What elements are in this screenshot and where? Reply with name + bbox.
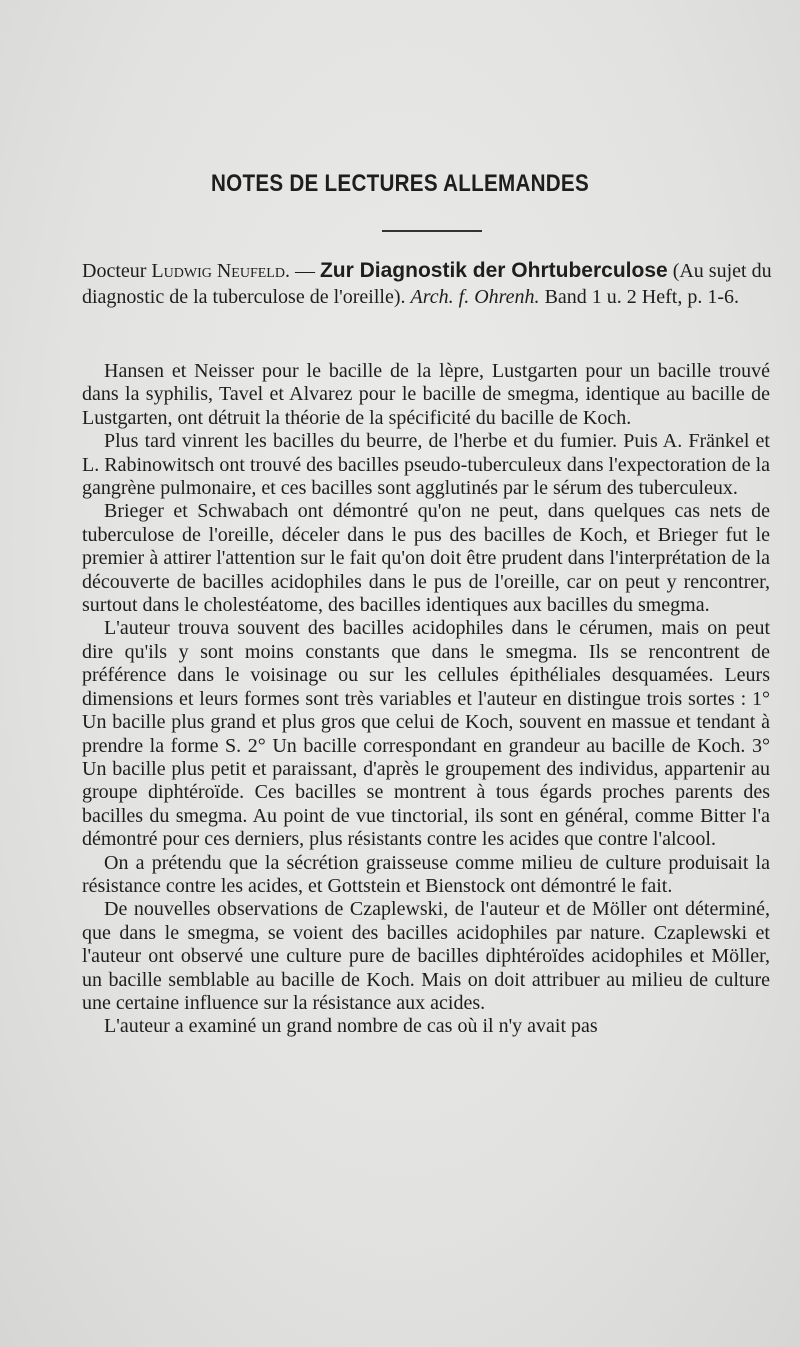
citation-author: Ludwig Neufeld. xyxy=(151,260,290,282)
heading-rule xyxy=(382,230,482,232)
article-citation xyxy=(82,258,772,310)
citation-journal: Arch. f. Ohrenh. xyxy=(410,286,540,308)
body-paragraph: L'auteur a examiné un grand nombre de cas où il n'y avait pas xyxy=(104,1015,598,1038)
page-heading: NOTES DE LECTURES ALLEMANDES xyxy=(210,170,589,197)
body-paragraph: Brieger et Schwabach ont démontré qu'on ne peut, dans quelques cas nets de tuberculose de l'oreille, déceler dans le pus des bacilles de Koch, et Brieger fut le premier à attirer l'attention sur le fait qu'on doit être prudent dans l'interprétation de la découverte de bacilles acidophiles dans le pus de l'oreille, car on peut y rencontrer, surtout dans le cholestéatome, des bacilles identiques aux bacilles du smegma. xyxy=(82,500,770,617)
article-body xyxy=(82,360,770,1039)
body-paragraph: De nouvelles observations de Czaplewski, de l'auteur et de Möller ont déterminé, que dans le smegma, se voient des bacilles acidophiles par nature. Czaplewski et l'auteur ont observé une culture pure de bacilles diphtéroïdes acidophiles et Möller, un bacille semblable au bacille de Koch. Mais on doit attribuer au milieu de culture une certaine influence sur la résistance aux acides. xyxy=(82,898,770,1014)
body-paragraph: L'auteur trouva souvent des bacilles acidophiles dans le cérumen, mais on peut dire qu'ils y sont moins constants que dans le smegma. Ils se rencontrent de préférence dans le voisinage ou sur les cellules épithéliales desquamées. Leurs dimensions et leurs formes sont très variables et l'auteur en distingue trois sortes : 1° Un bacille plus grand et plus gros que celui de Koch, souvent en massue et tendant à prendre la forme S. 2° Un bacille correspondant en grandeur au bacille de Koch. 3° Un bacille plus petit et paraissant, d'après le groupement des individus, appartenir au groupe diphtéroïde. Ces bacilles se montrent à tous égards proches parents des bacilles du smegma. Au point de vue tinctorial, ils sont en général, comme Bitter l'a démontré pour ces derniers, plus résistants contre les acides que contre l'alcool. xyxy=(82,617,770,851)
citation-prefix: Docteur xyxy=(82,260,147,282)
body-paragraph: On a prétendu que la sécrétion graisseuse comme milieu de culture produisait la résistance contre les acides, et Gottstein et Bienstock ont démontré le fait. xyxy=(82,851,770,897)
citation-details: Band 1 u. 2 Heft, p. 1-6. xyxy=(539,286,739,308)
body-paragraph: Plus tard vinrent les bacilles du beurre, de l'herbe et du fumier. Puis A. Fränkel et L. Rabinowitsch ont trouvé des bacilles pseudo-tuberculeux dans l'expectoration de la gangrène pulmonaire, et ces bacilles sont agglutinés par le sérum des tuberculeux. xyxy=(82,430,770,500)
body-paragraph: Hansen et Neisser pour le bacille de la lèpre, Lustgarten pour un bacille trouvé dans la syphilis, Tavel et Alvarez pour le bacille de smegma, identique au bacille de Lustgarten, ont détruit la théorie de la spécificité du bacille de Koch. xyxy=(82,360,770,429)
citation-dash: — xyxy=(289,260,320,282)
citation-title: Zur Diagnostik der Ohrtuberculose xyxy=(319,259,668,282)
citation-subtitle: (Au sujet du diagnostic de la tuberculose de l'oreille). xyxy=(82,260,772,308)
